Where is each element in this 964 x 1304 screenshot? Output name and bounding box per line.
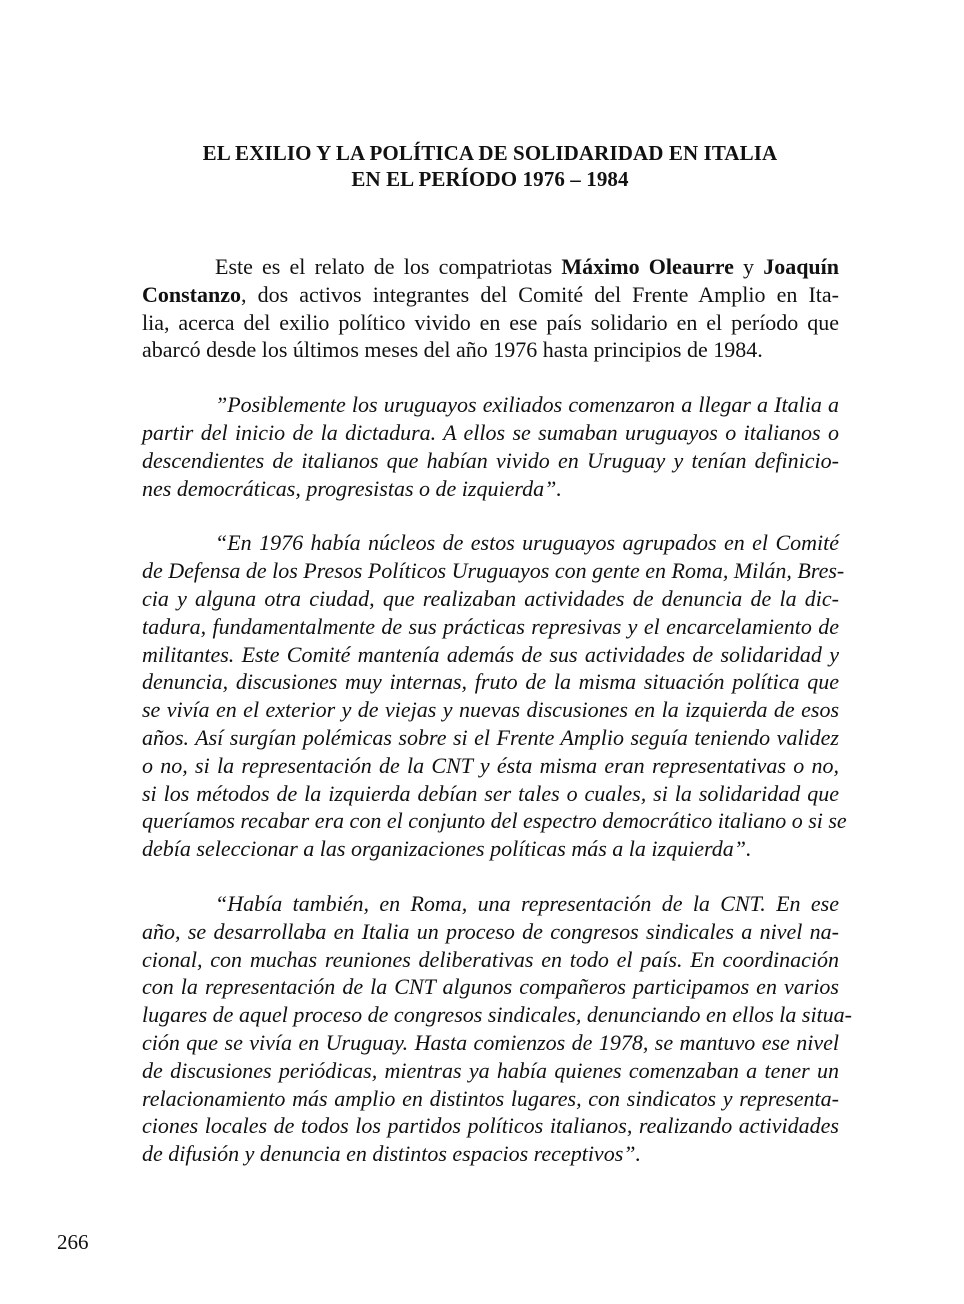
quote-line: queríamos recabar era con el conjunto del espectro democrático italiano o si se bbox=[142, 808, 847, 834]
quote-line: “En 1976 había núcleos de estos uruguayos agrupados en el Comité bbox=[215, 530, 839, 556]
person-name: Joaquín bbox=[763, 254, 840, 279]
quote-line: denuncia, discusiones muy internas, fruto de la misma situación política que bbox=[142, 669, 839, 695]
quote-line: ”Posiblemente los uruguayos exiliados comenzaron a llegar a Italia a bbox=[215, 392, 839, 418]
quote-line: cia y alguna otra ciudad, que realizaban actividades de denuncia de la dic- bbox=[142, 585, 839, 611]
page-number: 266 bbox=[57, 1230, 89, 1254]
quote-line: si los métodos de la izquierda debían ser tales o cuales, si la solidaridad que bbox=[142, 780, 839, 806]
quote-line: lugares de aquel proceso de congresos sindicales, denunciando en ellos la situa- bbox=[142, 1002, 852, 1028]
quote-line: debía seleccionar a las organizaciones políticas más a la izquierda”. bbox=[142, 836, 752, 862]
intro-text: Este es el relato de los compatriotas bbox=[215, 254, 562, 279]
quote-line: o no, si la representación de la CNT y ésta misma eran representativas o no, bbox=[142, 752, 839, 778]
quote-paragraph-3 bbox=[142, 890, 852, 1168]
quote-line: partir del inicio de la dictadura. A ellos se sumaban uruguayos o italianos o bbox=[142, 419, 839, 445]
chapter-title bbox=[140, 140, 840, 192]
quote-line: ción que se vivía en Uruguay. Hasta comienzos de 1978, se mantuvo ese nivel bbox=[142, 1029, 839, 1055]
quote-line: con la representación de la CNT algunos compañeros participamos en varios bbox=[142, 974, 839, 1000]
intro-paragraph bbox=[142, 253, 839, 364]
intro-line: lia, acerca del exilio político vivido en ese país solidario en el período que bbox=[142, 309, 839, 335]
quote-line: de difusión y denuncia en distintos espacios receptivos”. bbox=[142, 1141, 641, 1167]
paragraph-gap bbox=[142, 863, 839, 890]
quote-line: “Había también, en Roma, una representación de la CNT. En ese bbox=[215, 890, 839, 916]
quote-line: nes democráticas, progresistas o de izquierda”. bbox=[142, 475, 562, 501]
paragraph-gap bbox=[142, 502, 839, 529]
intro-text: y bbox=[733, 254, 764, 279]
quote-line: relacionamiento más amplio en distintos lugares, con sindicatos y representa- bbox=[142, 1085, 839, 1111]
quote-line: años. Así surgían polémicas sobre si el Frente Amplio seguía teniendo validez bbox=[142, 724, 839, 750]
quote-paragraph-1 bbox=[142, 391, 839, 502]
quote-paragraph-2 bbox=[142, 529, 847, 863]
quote-line: de discusiones periódicas, mientras ya había quienes comenzaban a tener un bbox=[142, 1057, 839, 1083]
paragraph-gap bbox=[142, 364, 839, 391]
intro-line: abarcó desde los últimos meses del año 1976 hasta principios de 1984. bbox=[142, 337, 763, 363]
quote-line: tadura, fundamentalmente de sus prácticas represivas y el encarcelamiento de bbox=[142, 613, 839, 639]
person-name: Máximo Oleaurre bbox=[561, 254, 734, 279]
quote-line: cional, con muchas reuniones deliberativas en todo el país. En coordinación bbox=[142, 946, 839, 972]
intro-line bbox=[142, 281, 839, 309]
quote-line: de Defensa de los Presos Políticos Uruguayos con gente en Roma, Milán, Bres- bbox=[142, 558, 845, 584]
chapter-title-line-1: EL EXILIO Y LA POLÍTICA DE SOLIDARIDAD EN ITALIA bbox=[202, 141, 778, 165]
intro-text: , dos activos integrantes del Comité del Frente Amplio en Ita- bbox=[241, 281, 839, 307]
body-text bbox=[142, 253, 852, 1168]
quote-line: año, se desarrollaba en Italia un proceso de congresos sindicales a nivel na- bbox=[142, 918, 839, 944]
quote-line: descendientes de italianos que habían vivido en Uruguay y tenían definicio- bbox=[142, 447, 839, 473]
person-name: Constanzo bbox=[142, 281, 242, 307]
quote-line: militantes. Este Comité mantenía además de sus actividades de solidaridad y bbox=[142, 641, 839, 667]
chapter-title-line-2: EN EL PERÍODO 1976 – 1984 bbox=[351, 167, 629, 191]
quote-line: ciones locales de todos los partidos políticos italianos, realizando actividades bbox=[142, 1113, 839, 1139]
quote-line: se vivía en el exterior y de viejas y nuevas discusiones en la izquierda de esos bbox=[142, 697, 839, 723]
intro-line bbox=[142, 253, 839, 281]
